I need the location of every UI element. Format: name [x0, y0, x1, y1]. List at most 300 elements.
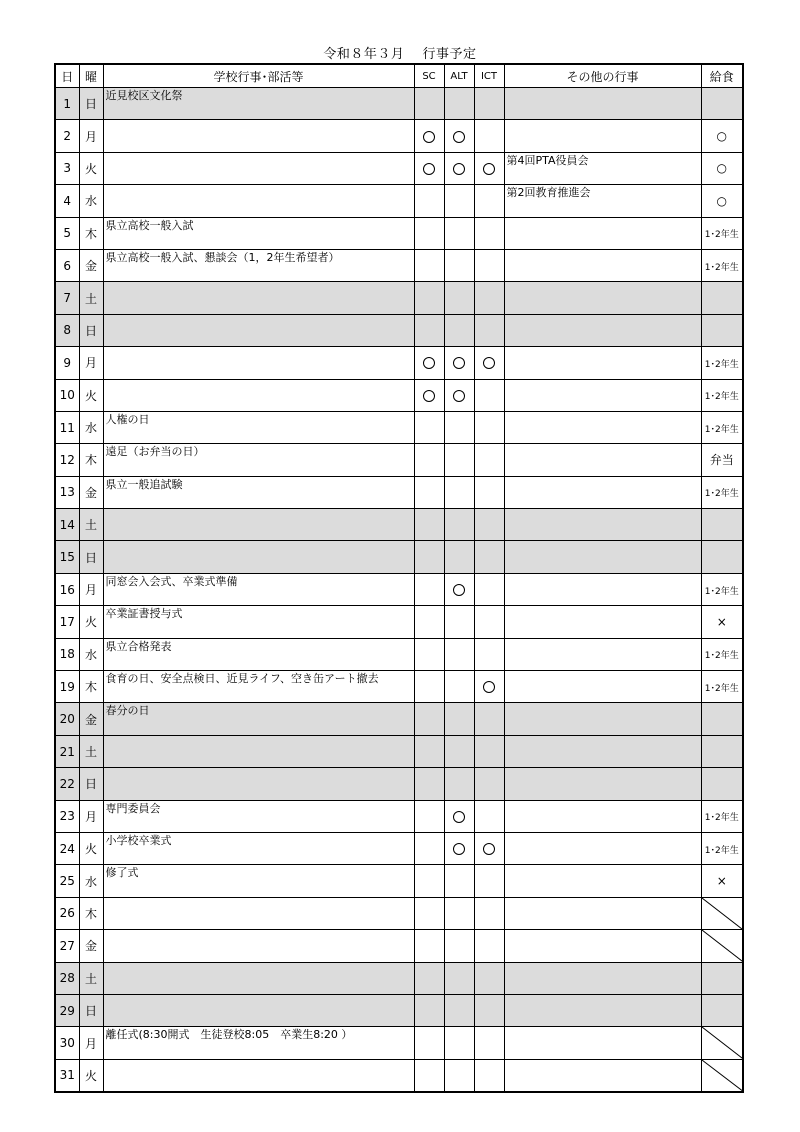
school-event-text — [104, 1060, 414, 1061]
sc-mark-cell — [414, 476, 444, 508]
day-cell: 29 — [55, 994, 79, 1026]
table-row — [55, 120, 743, 152]
lunch-text: × — [716, 614, 727, 629]
other-event-text: 第2回教育推進会 — [506, 186, 591, 200]
table-row — [55, 897, 743, 929]
day-cell: 21 — [55, 735, 79, 767]
other-event-cell — [504, 541, 701, 573]
table-row — [55, 509, 743, 541]
other-event-cell — [504, 185, 701, 217]
table-row — [55, 541, 743, 573]
weekday-cell: 日 — [79, 88, 103, 120]
other-event-cell — [504, 347, 701, 379]
school-event-cell — [103, 962, 414, 994]
school-event-text — [104, 541, 414, 542]
other-event-text — [505, 671, 701, 672]
school-event-cell — [103, 800, 414, 832]
other-event-text — [505, 1060, 701, 1061]
table-row — [55, 249, 743, 281]
school-event-text — [104, 380, 414, 381]
alt-mark-cell — [444, 185, 474, 217]
table-row — [55, 703, 743, 735]
alt-mark-cell — [444, 88, 474, 120]
sc-mark-cell — [414, 800, 444, 832]
table-row — [55, 217, 743, 249]
ict-mark-cell — [474, 865, 504, 897]
circle-mark-icon — [423, 357, 435, 369]
weekday-cell: 火 — [79, 606, 103, 638]
schedule-body — [55, 88, 743, 1092]
school-event-text — [104, 315, 414, 316]
sc-mark-cell — [414, 541, 444, 573]
table-row — [55, 152, 743, 184]
table-row — [55, 606, 743, 638]
ict-mark-cell — [474, 768, 504, 800]
other-event-text — [505, 282, 701, 283]
sc-mark-cell — [414, 865, 444, 897]
lunch-cell — [701, 606, 743, 638]
ict-mark-cell — [474, 897, 504, 929]
alt-mark-cell — [444, 314, 474, 346]
school-event-text: 県立高校一般入試、懇談会（1，2年生希望者） — [105, 250, 340, 264]
alt-mark-cell — [444, 800, 474, 832]
diagonal-line-icon — [702, 1027, 743, 1058]
sc-mark-cell — [414, 411, 444, 443]
lunch-cell — [701, 476, 743, 508]
school-event-text — [104, 898, 414, 899]
lunch-text: ○ — [716, 193, 727, 208]
other-event-cell — [504, 573, 701, 605]
school-event-cell — [103, 994, 414, 1026]
other-event-cell — [504, 379, 701, 411]
weekday-cell: 火 — [79, 152, 103, 184]
lunch-cell-empty — [701, 1027, 743, 1059]
table-row — [55, 832, 743, 864]
table-row — [55, 865, 743, 897]
table-row — [55, 671, 743, 703]
school-event-cell — [103, 185, 414, 217]
other-event-text — [505, 120, 701, 121]
weekday-cell: 金 — [79, 249, 103, 281]
circle-mark-icon — [453, 390, 465, 402]
header-weekday: 曜 — [79, 64, 103, 88]
day-cell: 28 — [55, 962, 79, 994]
school-event-cell — [103, 347, 414, 379]
alt-mark-cell — [444, 638, 474, 670]
other-event-text — [505, 88, 701, 89]
other-event-cell — [504, 444, 701, 476]
lunch-cell — [701, 185, 743, 217]
sc-mark-cell — [414, 897, 444, 929]
lunch-cell — [701, 703, 743, 735]
school-event-cell — [103, 444, 414, 476]
weekday-cell: 日 — [79, 768, 103, 800]
sc-mark-cell — [414, 282, 444, 314]
alt-mark-cell — [444, 962, 474, 994]
circle-mark-icon — [483, 357, 495, 369]
school-event-text: 県立一般追試験 — [105, 477, 183, 491]
day-cell: 30 — [55, 1027, 79, 1059]
weekday-cell: 火 — [79, 379, 103, 411]
lunch-cell — [701, 314, 743, 346]
weekday-cell: 木 — [79, 444, 103, 476]
school-event-cell — [103, 541, 414, 573]
day-cell: 12 — [55, 444, 79, 476]
alt-mark-cell — [444, 994, 474, 1026]
header-ict: ICT — [474, 64, 504, 88]
school-event-cell — [103, 120, 414, 152]
other-event-text — [505, 380, 701, 381]
day-cell: 26 — [55, 897, 79, 929]
ict-mark-cell — [474, 444, 504, 476]
other-event-text — [505, 736, 701, 737]
school-event-cell — [103, 282, 414, 314]
sc-mark-cell — [414, 735, 444, 767]
alt-mark-cell — [444, 671, 474, 703]
day-cell: 2 — [55, 120, 79, 152]
school-event-cell — [103, 88, 414, 120]
circle-mark-icon — [423, 131, 435, 143]
lunch-cell — [701, 88, 743, 120]
sc-mark-cell — [414, 573, 444, 605]
school-event-text: 離任式(8:30開式 生徒登校8:05 卒業生8:20 ） — [105, 1028, 353, 1042]
school-event-text — [104, 768, 414, 769]
weekday-cell: 木 — [79, 671, 103, 703]
page-title: 令和８年３月 行事予定 — [323, 47, 477, 62]
sc-mark-cell — [414, 249, 444, 281]
lunch-cell — [701, 509, 743, 541]
lunch-cell — [701, 379, 743, 411]
ict-mark-cell — [474, 930, 504, 962]
other-event-text — [505, 541, 701, 542]
other-event-cell — [504, 897, 701, 929]
sc-mark-cell — [414, 120, 444, 152]
sc-mark-cell — [414, 509, 444, 541]
other-event-cell — [504, 152, 701, 184]
alt-mark-cell — [444, 249, 474, 281]
circle-mark-icon — [453, 584, 465, 596]
day-cell: 6 — [55, 249, 79, 281]
school-event-text: 県立合格発表 — [105, 639, 172, 653]
alt-mark-cell — [444, 444, 474, 476]
ict-mark-cell — [474, 671, 504, 703]
sc-mark-cell — [414, 606, 444, 638]
lunch-text: 1･2年生 — [704, 424, 739, 435]
weekday-cell: 木 — [79, 217, 103, 249]
weekday-cell: 金 — [79, 476, 103, 508]
alt-mark-cell — [444, 411, 474, 443]
school-event-cell — [103, 1027, 414, 1059]
lunch-text: 1･2年生 — [704, 845, 739, 856]
sc-mark-cell — [414, 962, 444, 994]
school-event-cell — [103, 638, 414, 670]
school-event-text — [104, 347, 414, 348]
lunch-cell — [701, 735, 743, 767]
table-row — [55, 88, 743, 120]
day-cell: 5 — [55, 217, 79, 249]
other-event-cell — [504, 1027, 701, 1059]
alt-mark-cell — [444, 606, 474, 638]
circle-mark-icon — [423, 163, 435, 175]
day-cell: 15 — [55, 541, 79, 573]
alt-mark-cell — [444, 509, 474, 541]
other-event-text — [505, 444, 701, 445]
alt-mark-cell — [444, 865, 474, 897]
other-event-cell — [504, 88, 701, 120]
circle-mark-icon — [483, 163, 495, 175]
lunch-text: 1･2年生 — [704, 489, 739, 500]
alt-mark-cell — [444, 347, 474, 379]
header-sc: SC — [414, 64, 444, 88]
weekday-cell: 土 — [79, 962, 103, 994]
other-event-text — [505, 315, 701, 316]
other-event-text — [505, 833, 701, 834]
day-cell: 22 — [55, 768, 79, 800]
day-cell: 4 — [55, 185, 79, 217]
school-event-cell — [103, 1059, 414, 1091]
lunch-text: ○ — [716, 161, 727, 176]
other-event-cell — [504, 930, 701, 962]
alt-mark-cell — [444, 703, 474, 735]
sc-mark-cell — [414, 671, 444, 703]
header-other-events: その他の行事 — [504, 64, 701, 88]
table-row — [55, 573, 743, 605]
alt-mark-cell — [444, 476, 474, 508]
ict-mark-cell — [474, 88, 504, 120]
sc-mark-cell — [414, 703, 444, 735]
school-event-cell — [103, 217, 414, 249]
day-cell: 19 — [55, 671, 79, 703]
alt-mark-cell — [444, 217, 474, 249]
weekday-cell: 月 — [79, 120, 103, 152]
lunch-cell — [701, 249, 743, 281]
table-row — [55, 768, 743, 800]
other-event-cell — [504, 1059, 701, 1091]
school-event-text: 小学校卒業式 — [105, 833, 172, 847]
ict-mark-cell — [474, 735, 504, 767]
header-alt: ALT — [444, 64, 474, 88]
table-row — [55, 994, 743, 1026]
sc-mark-cell — [414, 88, 444, 120]
school-event-text: 専門委員会 — [105, 801, 161, 815]
sc-mark-cell — [414, 930, 444, 962]
ict-mark-cell — [474, 120, 504, 152]
school-event-text — [104, 995, 414, 996]
table-row — [55, 314, 743, 346]
weekday-cell: 木 — [79, 897, 103, 929]
school-event-text: 遠足（お弁当の日） — [105, 445, 205, 459]
ict-mark-cell — [474, 509, 504, 541]
lunch-cell — [701, 768, 743, 800]
school-event-cell — [103, 379, 414, 411]
lunch-cell — [701, 865, 743, 897]
other-event-text — [505, 509, 701, 510]
sc-mark-cell — [414, 994, 444, 1026]
diagonal-line-icon — [702, 1060, 743, 1091]
sc-mark-cell — [414, 444, 444, 476]
other-event-cell — [504, 735, 701, 767]
other-event-cell — [504, 865, 701, 897]
lunch-cell — [701, 541, 743, 573]
ict-mark-cell — [474, 282, 504, 314]
day-cell: 20 — [55, 703, 79, 735]
lunch-text: 弁当 — [709, 453, 734, 468]
other-event-text — [505, 768, 701, 769]
ict-mark-cell — [474, 573, 504, 605]
lunch-cell — [701, 638, 743, 670]
alt-mark-cell — [444, 768, 474, 800]
day-cell: 13 — [55, 476, 79, 508]
sc-mark-cell — [414, 185, 444, 217]
sc-mark-cell — [414, 347, 444, 379]
day-cell: 11 — [55, 411, 79, 443]
school-event-cell — [103, 735, 414, 767]
weekday-cell: 月 — [79, 1027, 103, 1059]
other-event-cell — [504, 476, 701, 508]
lunch-cell — [701, 994, 743, 1026]
diagonal-line-icon — [702, 930, 743, 961]
other-event-text — [505, 347, 701, 348]
ict-mark-cell — [474, 638, 504, 670]
other-event-cell — [504, 768, 701, 800]
school-event-text: 卒業証書授与式 — [105, 607, 183, 621]
other-event-text — [505, 898, 701, 899]
alt-mark-cell — [444, 541, 474, 573]
lunch-text: 1･2年生 — [704, 392, 739, 403]
other-event-text — [505, 963, 701, 964]
other-event-cell — [504, 217, 701, 249]
table-row — [55, 185, 743, 217]
lunch-cell — [701, 832, 743, 864]
other-event-cell — [504, 832, 701, 864]
other-event-text — [505, 639, 701, 640]
day-cell: 8 — [55, 314, 79, 346]
table-row — [55, 930, 743, 962]
ict-mark-cell — [474, 962, 504, 994]
header-day: 日 — [55, 64, 79, 88]
ict-mark-cell — [474, 541, 504, 573]
table-row — [55, 476, 743, 508]
weekday-cell: 月 — [79, 573, 103, 605]
school-event-text: 人権の日 — [105, 412, 150, 426]
school-event-text: 食育の日、安全点検日、近見ライフ、空き缶アート撤去 — [105, 672, 379, 686]
lunch-text: 1･2年生 — [704, 359, 739, 370]
school-event-cell — [103, 671, 414, 703]
school-event-cell — [103, 606, 414, 638]
ict-mark-cell — [474, 185, 504, 217]
school-event-cell — [103, 573, 414, 605]
school-event-cell — [103, 411, 414, 443]
other-event-cell — [504, 249, 701, 281]
alt-mark-cell — [444, 930, 474, 962]
weekday-cell: 土 — [79, 509, 103, 541]
table-row — [55, 282, 743, 314]
day-cell: 31 — [55, 1059, 79, 1091]
other-event-cell — [504, 671, 701, 703]
table-row — [55, 735, 743, 767]
alt-mark-cell — [444, 832, 474, 864]
alt-mark-cell — [444, 1059, 474, 1091]
school-event-cell — [103, 930, 414, 962]
other-event-cell — [504, 120, 701, 152]
school-event-text: 同窓会入会式、卒業式準備 — [105, 574, 238, 588]
schedule-table — [54, 63, 744, 1093]
header-row — [55, 64, 743, 88]
circle-mark-icon — [453, 163, 465, 175]
other-event-text — [505, 865, 701, 866]
other-event-cell — [504, 509, 701, 541]
weekday-cell: 金 — [79, 703, 103, 735]
school-event-cell — [103, 832, 414, 864]
lunch-cell — [701, 347, 743, 379]
day-cell: 3 — [55, 152, 79, 184]
weekday-cell: 土 — [79, 735, 103, 767]
table-row — [55, 444, 743, 476]
ict-mark-cell — [474, 832, 504, 864]
other-event-text — [505, 995, 701, 996]
other-event-cell — [504, 962, 701, 994]
ict-mark-cell — [474, 347, 504, 379]
circle-mark-icon — [453, 843, 465, 855]
school-event-text — [104, 120, 414, 121]
other-event-text — [505, 801, 701, 802]
other-event-cell — [504, 606, 701, 638]
school-event-text: 近見校区文化祭 — [105, 89, 183, 102]
lunch-cell — [701, 444, 743, 476]
school-event-cell — [103, 897, 414, 929]
circle-mark-icon — [483, 681, 495, 693]
school-event-text — [104, 736, 414, 737]
day-cell: 10 — [55, 379, 79, 411]
ict-mark-cell — [474, 994, 504, 1026]
lunch-cell-empty — [701, 930, 743, 962]
other-event-text — [505, 250, 701, 251]
lunch-cell-empty — [701, 1059, 743, 1091]
ict-mark-cell — [474, 249, 504, 281]
other-event-cell — [504, 800, 701, 832]
weekday-cell: 土 — [79, 282, 103, 314]
other-event-text — [505, 606, 701, 607]
school-event-text — [104, 509, 414, 510]
sc-mark-cell — [414, 768, 444, 800]
weekday-cell: 水 — [79, 185, 103, 217]
header-school-events: 学校行事･部活等 — [103, 64, 414, 88]
school-event-text: 修了式 — [105, 866, 139, 880]
table-row — [55, 411, 743, 443]
other-event-text — [505, 218, 701, 219]
ict-mark-cell — [474, 217, 504, 249]
school-event-text — [104, 185, 414, 186]
lunch-cell — [701, 800, 743, 832]
diagonal-line-icon — [702, 898, 743, 929]
sc-mark-cell — [414, 379, 444, 411]
alt-mark-cell — [444, 120, 474, 152]
day-cell: 18 — [55, 638, 79, 670]
day-cell: 17 — [55, 606, 79, 638]
sc-mark-cell — [414, 314, 444, 346]
day-cell: 23 — [55, 800, 79, 832]
lunch-text: 1･2年生 — [704, 651, 739, 662]
lunch-cell-empty — [701, 897, 743, 929]
other-event-text — [505, 574, 701, 575]
table-row — [55, 962, 743, 994]
weekday-cell: 日 — [79, 314, 103, 346]
ict-mark-cell — [474, 606, 504, 638]
ict-mark-cell — [474, 379, 504, 411]
school-event-cell — [103, 249, 414, 281]
day-cell: 7 — [55, 282, 79, 314]
alt-mark-cell — [444, 573, 474, 605]
